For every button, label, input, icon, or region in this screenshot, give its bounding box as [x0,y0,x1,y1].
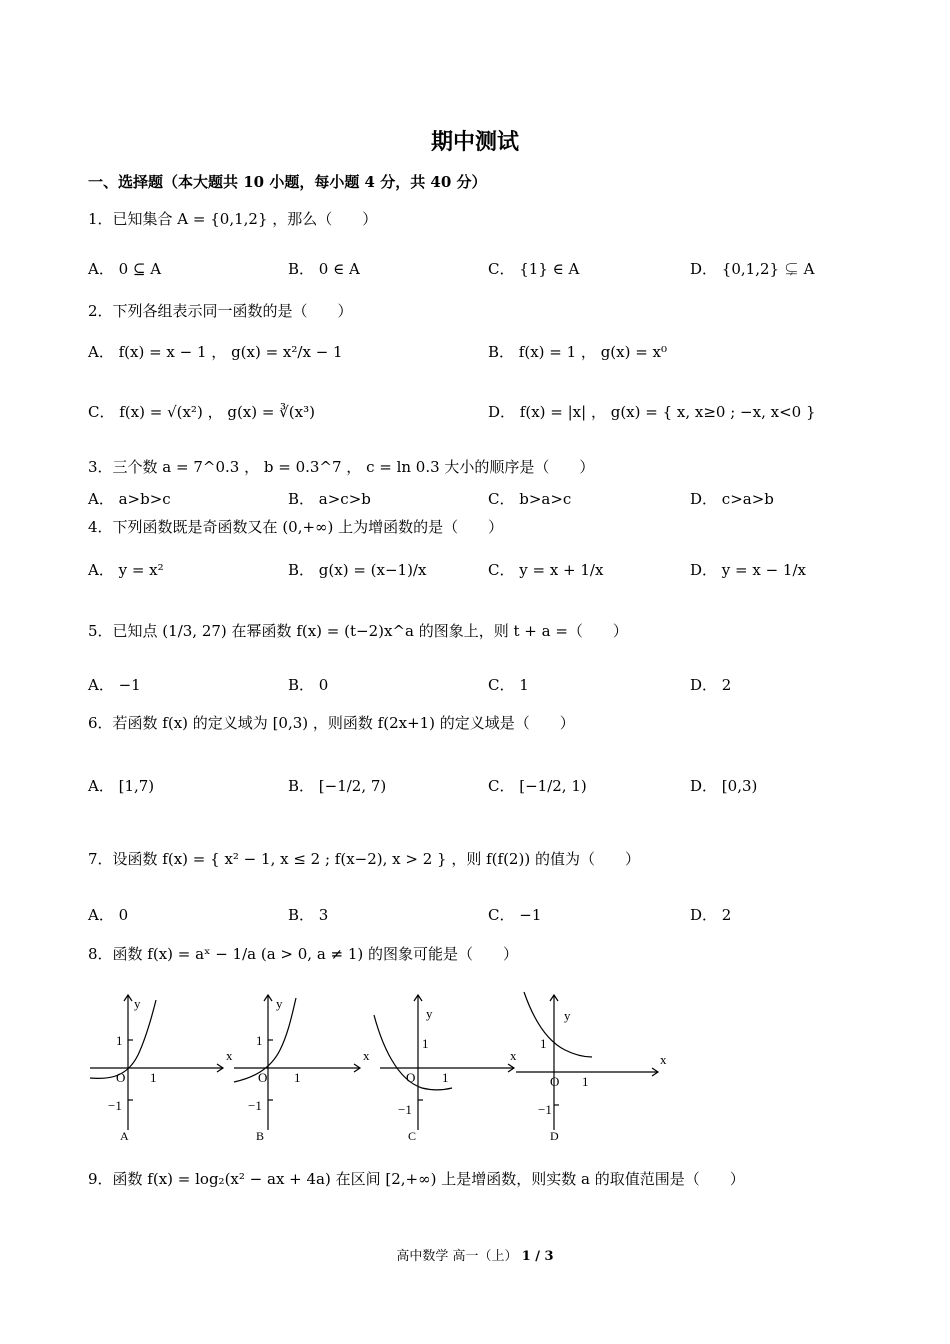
question-5-option-b: B． 0 [288,676,329,694]
question-8-stem: 8．函数 f(x) = aˣ − 1/a (a > 0, a ≠ 1) 的图象可能是（ ） [88,945,519,963]
graph-d-caption: D [550,1129,559,1143]
graph-a-x-label: x [226,1048,233,1063]
graph-a-caption: A [120,1129,129,1143]
graph-a-origin-label: O [116,1070,126,1085]
question-7-option-d: D． 2 [690,906,732,924]
graph-c [372,990,517,1150]
graph-a-one-label: 1 [116,1033,123,1048]
graph-b-one-label: 1 [256,1033,263,1048]
question-4-option-c: C． y = x + 1/x [488,561,604,579]
question-1-option-c: C． {1} ∈ A [488,260,580,278]
question-3-option-b: B． a>c>b [288,490,371,508]
question-3-option-c: C． b>a>c [488,490,572,508]
question-1-option-d: D． {0,1,2} ⊊ A [690,260,815,278]
graph-c-caption: C [408,1129,417,1143]
graph-c-neg-one-label: −1 [398,1102,412,1117]
question-4-option-b: B． g(x) = (x−1)/x [288,561,427,579]
footer-text: 高中数学 高一（上） [396,1249,518,1264]
question-7-option-a: A． 0 [88,906,129,924]
graph-a-y-label: y [134,996,141,1011]
page-footer [0,1247,950,1267]
graph-b [232,990,377,1150]
graph-b-x-label: x [363,1048,370,1063]
question-5-option-c: C． 1 [488,676,529,694]
question-3-stem: 3．三个数 a = 7^0.3 ， b = 0.3^7 ， c = ln 0.3 大小的顺序是（ ） [88,458,595,476]
question-6-option-c: C． [−1/2, 1) [488,777,587,795]
page-number: 1 / 3 [521,1249,554,1264]
graph-c-one-label: 1 [422,1036,429,1051]
section-heading: 一、选择题（本大题共 10 小题，每小题 4 分，共 40 分） [88,173,487,191]
question-4-stem: 4．下列函数既是奇函数又在 (0,+∞) 上为增函数的是（ ） [88,518,504,536]
graph-b-neg-one-label: −1 [248,1098,262,1113]
question-9-stem: 9．函数 f(x) = log₂(x² − ax + 4a) 在区间 [2,+∞) 上是增函数，则实数 a 的取值范围是（ ） [88,1170,745,1188]
graph-d-y-label: y [564,1008,571,1023]
graph-a [88,990,233,1150]
graph-c-y-label: y [426,1006,433,1021]
graph-b-origin-label: O [258,1070,268,1085]
question-7-stem: 7．设函数 f(x) = { x² − 1, x ≤ 2 ; f(x−2), x > 2 } ，则 f(f(2)) 的值为（ ） [88,850,640,868]
graph-d-origin-label: O [550,1074,560,1089]
question-7-option-c: C． −1 [488,906,542,924]
question-2-option-a: A． f(x) = x − 1 ， g(x) = x²/x − 1 [88,343,343,361]
graph-d-x-label: x [660,1052,667,1067]
question-2-option-c: C． f(x) = √(x²) ， g(x) = ∛(x³) [88,403,315,421]
graph-c-x-label: x [510,1048,517,1063]
graph-d-neg-one-label: −1 [538,1102,552,1117]
question-2-stem: 2．下列各组表示同一函数的是（ ） [88,302,353,320]
question-7-option-b: B． 3 [288,906,329,924]
graph-d-one-label: 1 [540,1036,547,1051]
question-5-stem: 5．已知点 (1/3, 27) 在幂函数 f(x) = (t−2)x^a 的图象上，则 t + a =（ ） [88,622,628,640]
graph-a-one-x-label: 1 [150,1070,157,1085]
question-1-option-a: A． 0 ⊆ A [88,260,162,278]
question-6-stem: 6．若函数 f(x) 的定义域为 [0,3) ，则函数 f(2x+1) 的定义域是（ ） [88,714,575,732]
graph-b-one-x-label: 1 [294,1070,301,1085]
question-4-option-d: D． y = x − 1/x [690,561,806,579]
graph-d-one-x-label: 1 [582,1074,589,1089]
graph-d [510,990,670,1150]
question-5-option-a: A． −1 [88,676,141,694]
question-6-option-d: D． [0,3) [690,777,758,795]
question-1-stem: 1．已知集合 A = {0,1,2} ，那么（ ） [88,210,378,228]
question-5-option-d: D． 2 [690,676,732,694]
question-1-option-b: B． 0 ∈ A [288,260,360,278]
question-3-option-d: D． c>a>b [690,490,774,508]
question-2-option-d: D． f(x) = |x| ， g(x) = { x, x≥0 ; −x, x<0 } [488,403,816,421]
question-6-option-b: B． [−1/2, 7) [288,777,387,795]
question-6-option-a: A． [1,7) [88,777,155,795]
graph-c-origin-label: O [406,1070,416,1085]
graph-b-caption: B [256,1129,265,1143]
page-title: 期中测试 [430,129,519,155]
question-4-option-a: A． y = x² [88,561,164,579]
graph-c-one-x-label: 1 [442,1070,449,1085]
graph-b-y-label: y [276,996,283,1011]
question-2-option-b: B． f(x) = 1 ， g(x) = x⁰ [488,343,668,361]
graph-a-neg-one-label: −1 [108,1098,122,1113]
question-3-option-a: A． a>b>c [88,490,171,508]
